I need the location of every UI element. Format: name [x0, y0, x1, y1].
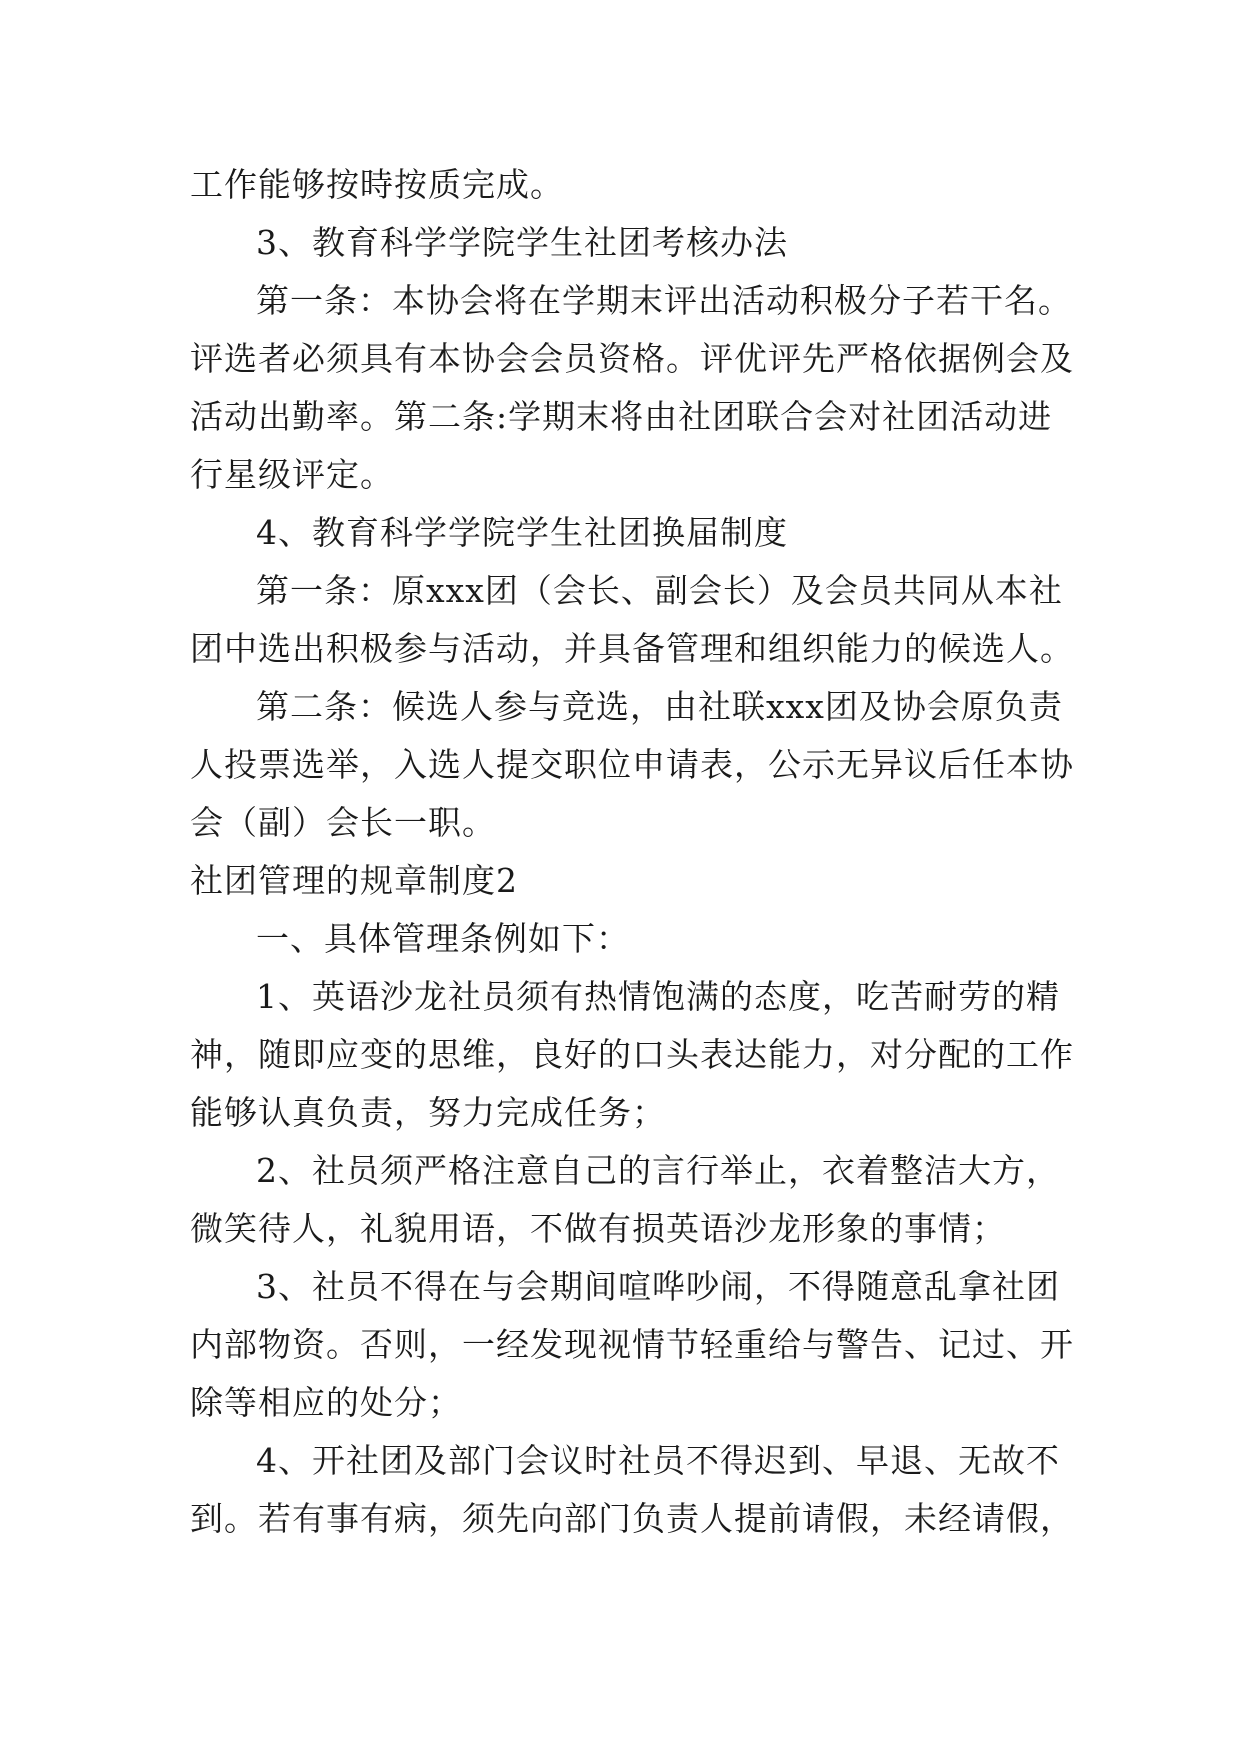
- text-line: 神，随即应变的思维，良好的口头表达能力，对分配的工作: [190, 1035, 1074, 1074]
- text-line: 会（副）会长一职。: [190, 803, 496, 842]
- text-line: 评选者必须具有本协会会员资格。评优评先严格依据例会及: [190, 339, 1074, 378]
- text-line: 2、社员须严格注意自己的言行举止，衣着整洁大方，: [256, 1151, 1060, 1190]
- section-heading-3: 3、教育科学学院学生社团考核办法: [256, 223, 788, 262]
- section-heading-4: 4、教育科学学院学生社团换届制度: [256, 513, 788, 552]
- text-line: 内部物资。否则，一经发现视情节轻重给与警告、记过、开: [190, 1325, 1074, 1364]
- document-body: [190, 156, 1074, 1548]
- text-line: 能够认真负责，努力完成任务；: [190, 1093, 666, 1132]
- text-line: 1、英语沙龙社员须有热情饱满的态度，吃苦耐劳的精: [256, 977, 1060, 1016]
- text-line: 活动出勤率。第二条:学期末将由社团联合会对社团活动进: [190, 397, 1053, 436]
- text-line: 第一条：本协会将在学期末评出活动积极分子若干名。: [256, 281, 1072, 320]
- text-line: 第一条：原xxx团（会长、副会长）及会员共同从本社: [256, 571, 1063, 610]
- text-line: 团中选出积极参与活动，并具备管理和组织能力的候选人。: [190, 629, 1074, 668]
- text-line: 微笑待人，礼貌用语，不做有损英语沙龙形象的事情；: [190, 1209, 1006, 1248]
- text-line: 到。若有事有病，须先向部门负责人提前请假，未经请假，: [190, 1499, 1074, 1538]
- text-line: 第二条：候选人参与竞选，由社联xxx团及协会原负责: [256, 687, 1063, 726]
- text-line: 一、具体管理条例如下：: [256, 919, 630, 958]
- text-line: 行星级评定。: [190, 455, 394, 494]
- document-subtitle: 社团管理的规章制度2: [190, 861, 518, 900]
- text-line: 除等相应的处分；: [190, 1383, 462, 1422]
- text-line: 4、开社团及部门会议时社员不得迟到、早退、无故不: [256, 1441, 1060, 1480]
- text-line: 工作能够按時按质完成。: [190, 165, 564, 204]
- text-line: 人投票选举，入选人提交职位申请表，公示无异议后任本协: [190, 745, 1074, 784]
- text-line: 3、社员不得在与会期间喧哗吵闹，不得随意乱拿社团: [256, 1267, 1060, 1306]
